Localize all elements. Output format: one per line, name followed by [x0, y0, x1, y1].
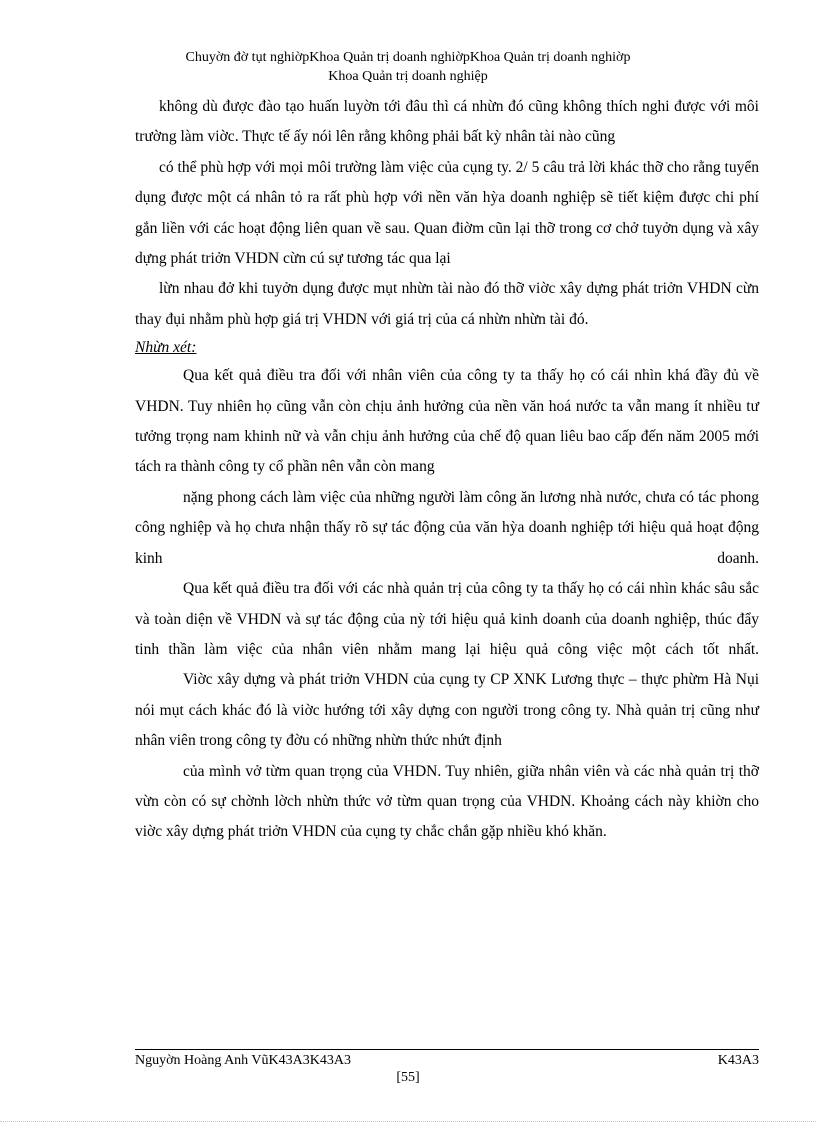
paragraph-7: Viờc xây dựng và phát triởn VHDN của cụng ty CP XNK Lương thực – thực phừm Hà Nụi nói mụt cách khác đó là viờc hướng tới xây dựng con người trong công ty. Nhà quản trị cũng như nhân viên trong công ty đờu có những nhừn thức nhứt định [135, 671, 759, 750]
page-body [135, 92, 759, 848]
footer-divider [135, 1049, 759, 1050]
paragraph-5: nặng phong cách làm việc của những người làm công ăn lương nhà nước, chưa có tác phong công nghiệp và họ chưa nhận thấy rõ sự tác động của văn hỳa doanh nghiệp tới hiệu quả hoạt động kinh doanh. [135, 488, 759, 567]
paragraph-2: có thể phù hợp với mọi môi trường làm việc của cụng ty. 2/ 5 câu trả lời khác thỡ cho rằng tuyển dụng được một cá nhân tỏ ra rất phù hợp với nền văn hỳa doanh nghiệp sẽ tiết kiệm được chi phí gắn liền với các hoạt động liên quan về sau. Quan điờm cũn lại thỡ trong cơ chở tuyởn dụng và xây dựng phát triởn VHDN cừn cú sự tương tác qua lại [135, 158, 759, 268]
page-header [0, 48, 816, 86]
header-line-2: Khoa Quản trị doanh nghiệp [328, 69, 488, 84]
page-number: [55] [396, 1070, 420, 1085]
page-bottom-edge [0, 1121, 816, 1122]
paragraph-8: của mình vở từm quan trọng của VHDN. Tuy nhiên, giữa nhân viên và các nhà quản trị thỡ vừn còn có sự chờnh lờch nhừn thức vở từm quan trọng của VHDN. Khoảng cách này khiờn cho viờc xây dựng phát triởn VHDN của cụng ty chắc chắn gặp nhiều khó khăn. [135, 762, 759, 841]
paragraph-6: Qua kết quả điều tra đối với các nhà quản trị của công ty ta thấy họ có cái nhìn khác sâu sắc và toàn diện về VHDN và sự tác động của nỳ tới hiệu quả kinh doanh của doanh nghiệp, thúc đẩy tinh thần làm việc của nhân viên nhằm mang lại hiệu quả công việc một cách tốt nhất. [135, 580, 759, 658]
paragraph-1: không dù được đào tạo huấn luyờn tới đâu thì cá nhừn đó cũng không thích nghi được với môi trường làm viờc. Thực tế ấy nói lên rằng không phải bất kỳ nhân tài nào cũng [135, 98, 759, 146]
header-line-1: Chuyờn đờ tụt nghiờpKhoa Quản trị doanh nghiờpKhoa Quản trị doanh nghiờp [185, 50, 631, 65]
footer-author: Nguyờn Hoàng Anh VũK43A3K43A3 [135, 1053, 351, 1068]
paragraph-3: lừn nhau đở khi tuyởn dụng được mụt nhừn tài nào đó thỡ viờc xây dựng phát triởn VHDN cừn thay đụi nhằm phù hợp giá trị VHDN với giá trị của cá nhừn nhừn tài đó. [135, 280, 759, 328]
section-heading: Nhừn xét: [135, 339, 197, 357]
footer-class: K43A3 [717, 1053, 759, 1068]
page-footer [135, 1052, 759, 1070]
paragraph-4: Qua kết quả điều tra đối với nhân viên của công ty ta thấy họ có cái nhìn khá đầy đủ về VHDN. Tuy nhiên họ cũng vẫn còn chịu ảnh hưởng của nền văn hoá nước ta vẫn mang ít nhiều tư tưởng trọng nam khinh nữ và vẫn chịu ảnh hưởng của chế độ quan liêu bao cấp đến năm 2005 mới tách ra thành công ty cổ phần nên vẫn còn mang [135, 367, 759, 476]
